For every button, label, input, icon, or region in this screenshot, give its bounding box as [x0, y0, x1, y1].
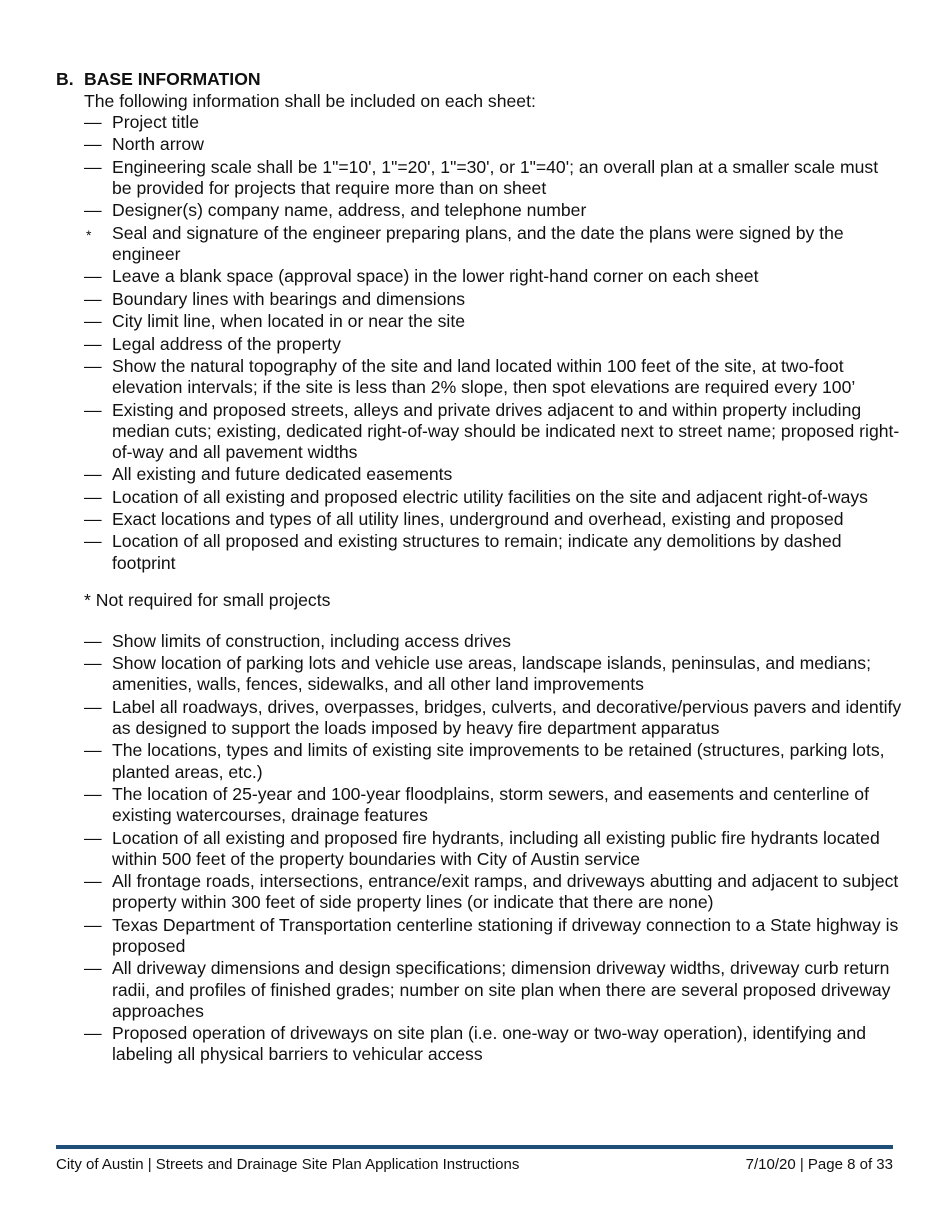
dash-bullet: —: [84, 531, 102, 552]
dash-bullet: —: [84, 486, 102, 507]
dash-bullet: —: [84, 827, 102, 848]
requirements-list-b: [56, 631, 902, 1066]
list-item: [84, 112, 902, 133]
list-item: [84, 509, 902, 530]
dash-bullet: —: [84, 630, 102, 651]
item-text: Boundary lines with bearings and dimensions: [112, 288, 466, 309]
page-footer: [56, 1155, 893, 1174]
footer-divider: [56, 1145, 893, 1149]
list-item: [84, 223, 902, 265]
dash-bullet: —: [84, 288, 102, 309]
item-text: All driveway dimensions and design specifications; dimension driveway widths, driveway curb return radii, and profiles of finished grades; number on site plan when there are several proposed driveway approaches: [112, 958, 891, 1021]
dash-bullet: —: [84, 958, 102, 979]
item-text: Texas Department of Transportation centerline stationing if driveway connection to a State highway is proposed: [112, 914, 899, 957]
section-title: BASE INFORMATION: [84, 69, 261, 89]
footer-date-page: 7/10/20 | Page 8 of 33: [745, 1156, 893, 1173]
list-item: [84, 464, 902, 485]
list-item: [84, 134, 902, 155]
dash-bullet: —: [84, 156, 102, 177]
dash-bullet: —: [84, 914, 102, 935]
list-item: [84, 311, 902, 332]
item-text: Show the natural topography of the site and land located within 100 feet of the site, at two-foot elevation intervals; if the site is less than 2% slope, then spot elevations are required every 100’: [112, 355, 856, 398]
dash-bullet: —: [84, 399, 102, 420]
list-item: [84, 1023, 902, 1065]
dash-bullet: —: [84, 464, 102, 485]
requirements-list-a: [56, 112, 902, 574]
item-text: Engineering scale shall be 1"=10', 1"=20', 1"=30', or 1"=40'; an overall plan at a smaller scale must be provided for projects that require more than on sheet: [112, 156, 879, 198]
dash-bullet: —: [84, 134, 102, 155]
section-intro: The following information shall be included on each sheet:: [84, 91, 536, 111]
footnote-small-projects: * Not required for small projects: [84, 589, 331, 610]
list-item: [84, 531, 902, 573]
dash-bullet: —: [84, 1023, 102, 1044]
dash-bullet: —: [84, 355, 102, 376]
list-item: [84, 157, 902, 199]
item-text: Location of all existing and proposed fire hydrants, including all existing public fire hydrants located within 500 feet of the property boundaries with City of Austin service: [112, 827, 880, 869]
list-item: [84, 697, 902, 739]
list-item: [84, 334, 902, 355]
dash-bullet: —: [84, 333, 102, 354]
list-item: [84, 784, 902, 826]
item-text: Show location of parking lots and vehicle use areas, landscape islands, peninsulas, and medians; amenities, walls, fences, sidewalks, and all other land improvements: [112, 653, 871, 695]
list-item: [84, 487, 902, 508]
item-text: Location of all proposed and existing structures to remain; indicate any demolitions by dashed footprint: [112, 531, 842, 573]
list-item: [84, 740, 902, 782]
item-text: Legal address of the property: [112, 333, 341, 354]
item-text: Project title: [112, 112, 200, 132]
item-text: North arrow: [112, 134, 204, 155]
item-text: City limit line, when located in or near the site: [112, 311, 466, 332]
item-text: The location of 25-year and 100-year floodplains, storm sewers, and easements and centerline of existing watercourses, drainage features: [112, 784, 869, 826]
item-text: Leave a blank space (approval space) in the lower right-hand corner on each sheet: [112, 266, 759, 287]
item-text: All existing and future dedicated easements: [112, 464, 453, 485]
list-item: [84, 266, 902, 287]
item-text: Location of all existing and proposed electric utility facilities on the site and adjacent right-of-ways: [112, 486, 868, 507]
asterisk-bullet: *: [86, 226, 92, 243]
base-information-section: [56, 68, 902, 1067]
dash-bullet: —: [84, 653, 102, 674]
item-text: Seal and signature of the engineer preparing plans, and the date the plans were signed by the engineer: [112, 222, 844, 264]
dash-bullet: —: [84, 200, 102, 221]
section-heading: [56, 68, 902, 90]
dash-bullet: —: [84, 509, 102, 530]
item-text: Proposed operation of driveways on site plan (i.e. one-way or two-way operation), identifying and labeling all physical barriers to vehicular access: [112, 1023, 867, 1065]
list-item: [84, 289, 902, 310]
item-text: Designer(s) company name, address, and telephone number: [112, 200, 587, 221]
dash-bullet: —: [84, 740, 102, 761]
dash-bullet: —: [84, 871, 102, 892]
list-item: [84, 958, 902, 1022]
item-text: The locations, types and limits of existing site improvements to be retained (structures, parking lots, planted areas, etc.): [112, 740, 885, 782]
dash-bullet: —: [84, 696, 102, 717]
list-item: [84, 871, 902, 913]
dash-bullet: —: [84, 112, 102, 132]
list-item: [84, 200, 902, 221]
item-text: Label all roadways, drives, overpasses, bridges, culverts, and decorative/pervious pavers and identify as designed to support the loads imposed by heavy fire department apparatus: [112, 696, 902, 739]
dash-bullet: —: [84, 784, 102, 805]
list-item: [84, 653, 902, 695]
item-text: Exact locations and types of all utility lines, underground and overhead, existing and proposed: [112, 509, 844, 530]
list-item: [84, 400, 902, 464]
list-item: [84, 915, 902, 957]
item-text: Show limits of construction, including access drives: [112, 630, 511, 651]
list-item: [84, 631, 902, 652]
section-letter: B.: [56, 69, 74, 89]
dash-bullet: —: [84, 311, 102, 332]
item-text: Existing and proposed streets, alleys and private drives adjacent to and within property including median cuts; existing, dedicated right-of-way should be indicated next to street name; proposed right-of-way and all pavement widths: [112, 399, 900, 462]
list-item: [84, 828, 902, 870]
dash-bullet: —: [84, 266, 102, 287]
item-text: All frontage roads, intersections, entrance/exit ramps, and driveways abutting and adjacent to subject property within 300 feet of side property lines (or indicate that there are none): [112, 871, 899, 913]
footer-document-title: City of Austin | Streets and Drainage Site Plan Application Instructions: [56, 1156, 520, 1173]
list-item: [84, 356, 902, 398]
